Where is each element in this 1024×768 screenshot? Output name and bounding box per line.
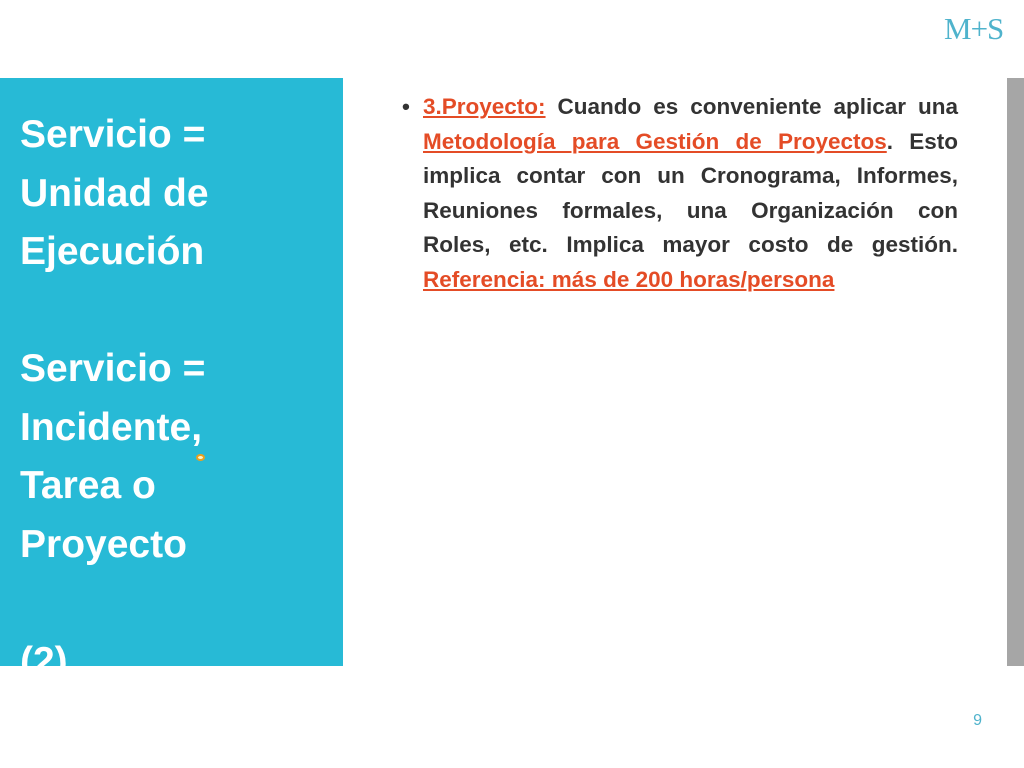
bullet-paragraph — [423, 90, 958, 297]
bullet-content — [402, 90, 958, 297]
company-logo: M+S — [944, 11, 1004, 46]
paragraph-text-1: Cuando es conveniente aplicar una — [545, 94, 958, 119]
side-title-panel — [0, 78, 343, 683]
paragraph-text-2: . Esto implica contar con un Cronograma, Informes, Reuniones formales, una Organización con Roles, etc. Implica mayor costo de gestión. — [423, 128, 958, 257]
vertical-scrollbar[interactable] — [1007, 78, 1024, 666]
section-label: 3.Proyecto: — [423, 94, 546, 119]
page-number: 9 — [973, 712, 982, 729]
pointer-cursor-icon — [196, 454, 205, 461]
reference-link[interactable]: Referencia: más de 200 horas/persona — [423, 266, 835, 292]
methodology-link[interactable]: Metodología para Gestión de Proyectos — [423, 128, 887, 154]
slide-title: Servicio = Unidad de Ejecución Servicio = Incidente, Tarea o Proyecto (2) — [20, 113, 209, 683]
bullet-icon: • — [402, 94, 410, 119]
